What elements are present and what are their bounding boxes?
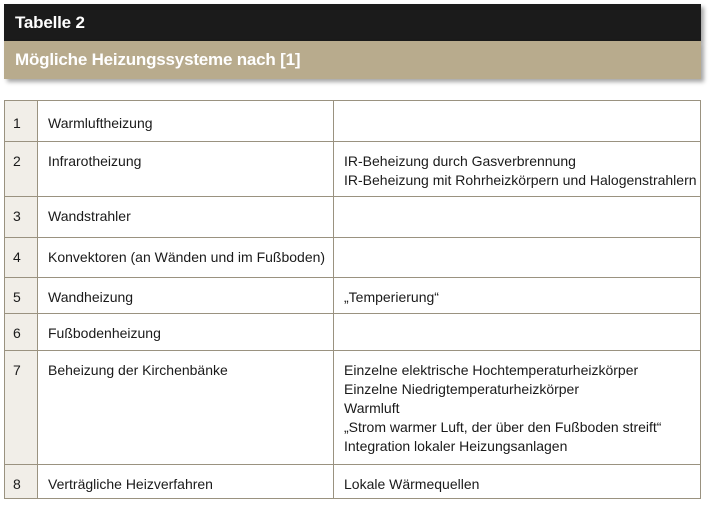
heating-system-details (334, 351, 701, 465)
heating-system-name-text: Wandheizung (48, 289, 134, 305)
detail-line: „Strom warmer Luft, der über den Fußboden streift“ (344, 419, 662, 435)
row-number-text: 8 (13, 476, 21, 492)
row-number-text: 5 (13, 289, 21, 305)
row-number-text: 4 (13, 249, 21, 265)
heating-system-details (334, 278, 701, 314)
heating-system-name (38, 465, 334, 499)
table-row (5, 142, 701, 197)
heating-system-name (38, 278, 334, 314)
row-number-text: 7 (13, 362, 21, 378)
heating-system-details (334, 197, 701, 238)
heating-system-name-text: Verträgliche Heizverfahren (48, 476, 213, 492)
table-subtitle: Mögliche Heizungssysteme nach [1] (15, 50, 301, 69)
table-row (5, 101, 701, 142)
table-title: Tabelle 2 (15, 12, 85, 32)
heating-system-name-text: Wandstrahler (48, 208, 131, 224)
row-number (5, 142, 38, 197)
row-number (5, 238, 38, 278)
heating-system-details (334, 101, 701, 142)
heating-system-name (38, 142, 334, 197)
table-subtitle-bar (4, 41, 701, 79)
detail-line: Einzelne elektrische Hochtemperaturheizkörper (344, 362, 639, 378)
heating-system-name-text: Fußbodenheizung (48, 325, 161, 341)
heating-system-name (38, 197, 334, 238)
heating-system-name (38, 314, 334, 351)
row-number (5, 278, 38, 314)
row-number (5, 197, 38, 238)
heating-system-name-text: Konvektoren (an Wänden und im Fußboden) (48, 249, 326, 265)
table-row (5, 465, 701, 499)
table-row (5, 351, 701, 465)
detail-line: Integration lokaler Heizungsanlagen (344, 438, 568, 454)
row-number (5, 465, 38, 499)
heating-system-name-text: Beheizung der Kirchenbänke (48, 362, 228, 378)
row-number (5, 351, 38, 465)
detail-line: „Temperierung“ (344, 289, 439, 305)
heating-system-details (334, 465, 701, 499)
heating-system-details (334, 142, 701, 197)
table-title-bar (4, 4, 701, 41)
row-number-text: 3 (13, 208, 21, 224)
heating-systems-table (4, 100, 701, 499)
detail-line: Warmluft (344, 400, 400, 416)
detail-line: IR-Beheizung mit Rohrheizkörpern und Halogenstrahlern (344, 172, 697, 188)
table-row (5, 197, 701, 238)
heating-system-details (334, 314, 701, 351)
heating-system-name (38, 101, 334, 142)
heating-system-details (334, 238, 701, 278)
table-row (5, 278, 701, 314)
heating-system-name-text: Warmluftheizung (48, 115, 153, 131)
row-number (5, 101, 38, 142)
detail-line: IR-Beheizung durch Gasverbrennung (344, 153, 576, 169)
row-number (5, 314, 38, 351)
heating-system-name (38, 238, 334, 278)
heating-system-name-text: Infrarotheizung (48, 153, 142, 169)
row-number-text: 1 (13, 115, 21, 131)
table-row (5, 314, 701, 351)
detail-line: Lokale Wärmequellen (344, 476, 480, 492)
row-number-text: 6 (13, 325, 21, 341)
heating-system-name (38, 351, 334, 465)
table-row (5, 238, 701, 278)
detail-line: Einzelne Niedrigtemperaturheizkörper (344, 381, 580, 397)
row-number-text: 2 (13, 153, 21, 169)
